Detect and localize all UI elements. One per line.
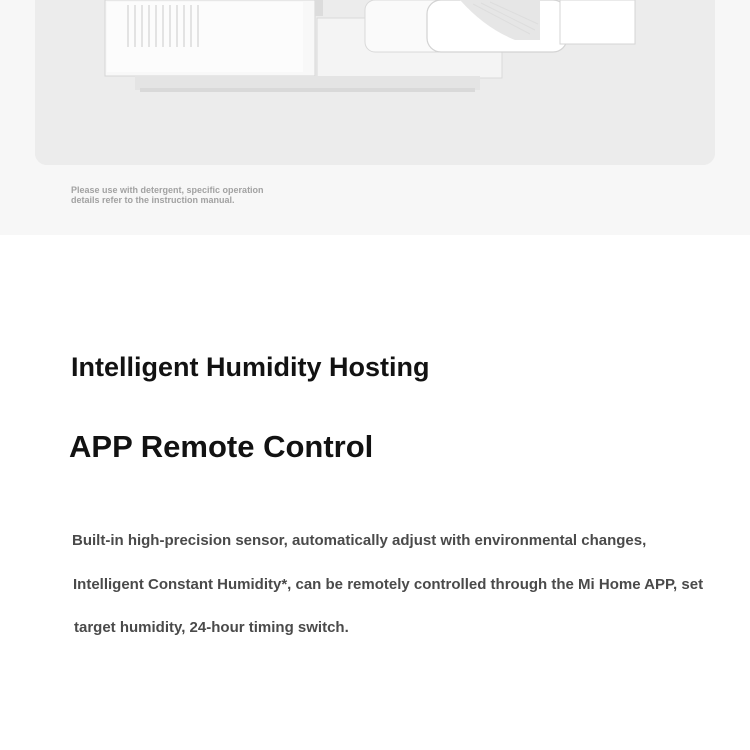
disclaimer-text: Please use with detergent, specific operation details refer to the instruction manual. xyxy=(71,185,264,205)
feature-description-line: target humidity, 24-hour timing switch. xyxy=(74,619,349,636)
dehumidifier-product-image xyxy=(35,0,715,165)
product-section xyxy=(0,0,750,235)
product-image-panel xyxy=(35,0,715,165)
feature-title-line-1: Intelligent Humidity Hosting xyxy=(71,352,430,382)
feature-title-line-2: APP Remote Control xyxy=(69,429,374,464)
feature-description-line: Built-in high-precision sensor, automatically adjust with environmental changes, xyxy=(72,532,647,549)
feature-description-line: Intelligent Constant Humidity*, can be remotely controlled through the Mi Home APP, set xyxy=(73,576,704,593)
